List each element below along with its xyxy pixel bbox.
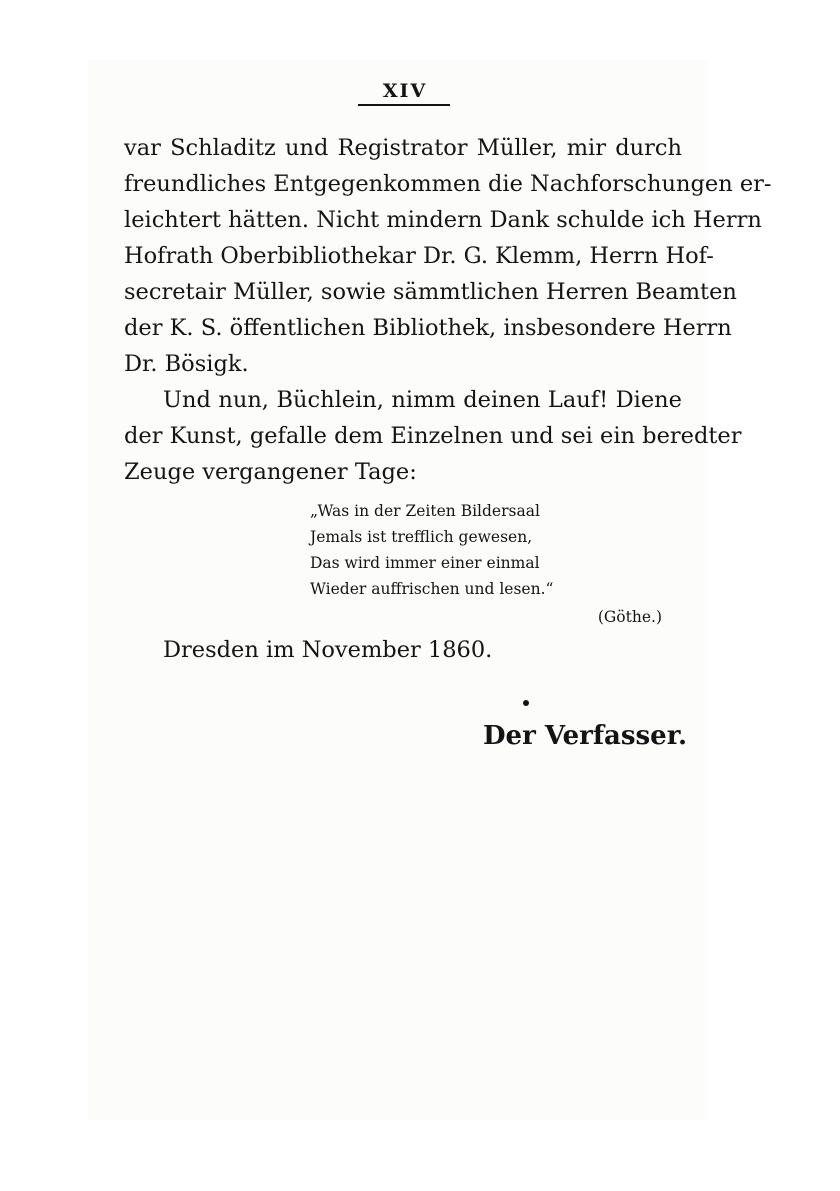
paragraph-1-line-5: secretair Müller, sowie sämmtlichen Herren Beamten [124,279,737,305]
quote-line-2: Jemals ist trefflich gewesen, [310,528,533,546]
dateline: Dresden im November 1860. [163,637,493,663]
quote-line-1: „Was in der Zeiten Bildersaal [310,502,540,520]
ink-dot [523,700,529,706]
quote-attribution: (Göthe.) [597,608,662,626]
page-number: XIV [382,80,428,102]
paragraph-1-line-3: leichtert hätten. Nicht mindern Dank schulde ich Herrn [124,207,762,233]
quote-line-3: Das wird immer einer einmal [310,554,540,572]
paragraph-1-line-6: der K. S. öffentlichen Bibliothek, insbesondere Herrn [124,315,732,341]
header-rule [358,104,450,106]
paragraph-1-line-1: var Schladitz und Registrator Müller, mir durch [124,135,682,161]
paragraph-1-line-2: freundliches Entgegenkommen die Nachforschungen er- [124,171,772,197]
paragraph-1-line-4: Hofrath Oberbibliothekar Dr. G. Klemm, Herrn Hof- [124,243,714,269]
paragraph-2-line-3: Zeuge vergangener Tage: [124,459,417,485]
quote-line-4: Wieder auffrischen und lesen.“ [310,580,554,598]
paragraph-1-line-7: Dr. Bösigk. [124,351,249,377]
author-signature: Der Verfasser. [483,721,688,751]
paragraph-2-line-2: der Kunst, gefalle dem Einzelnen und sei ein beredter [124,423,742,449]
paragraph-2-line-1: Und nun, Büchlein, nimm deinen Lauf! Diene [163,387,682,413]
